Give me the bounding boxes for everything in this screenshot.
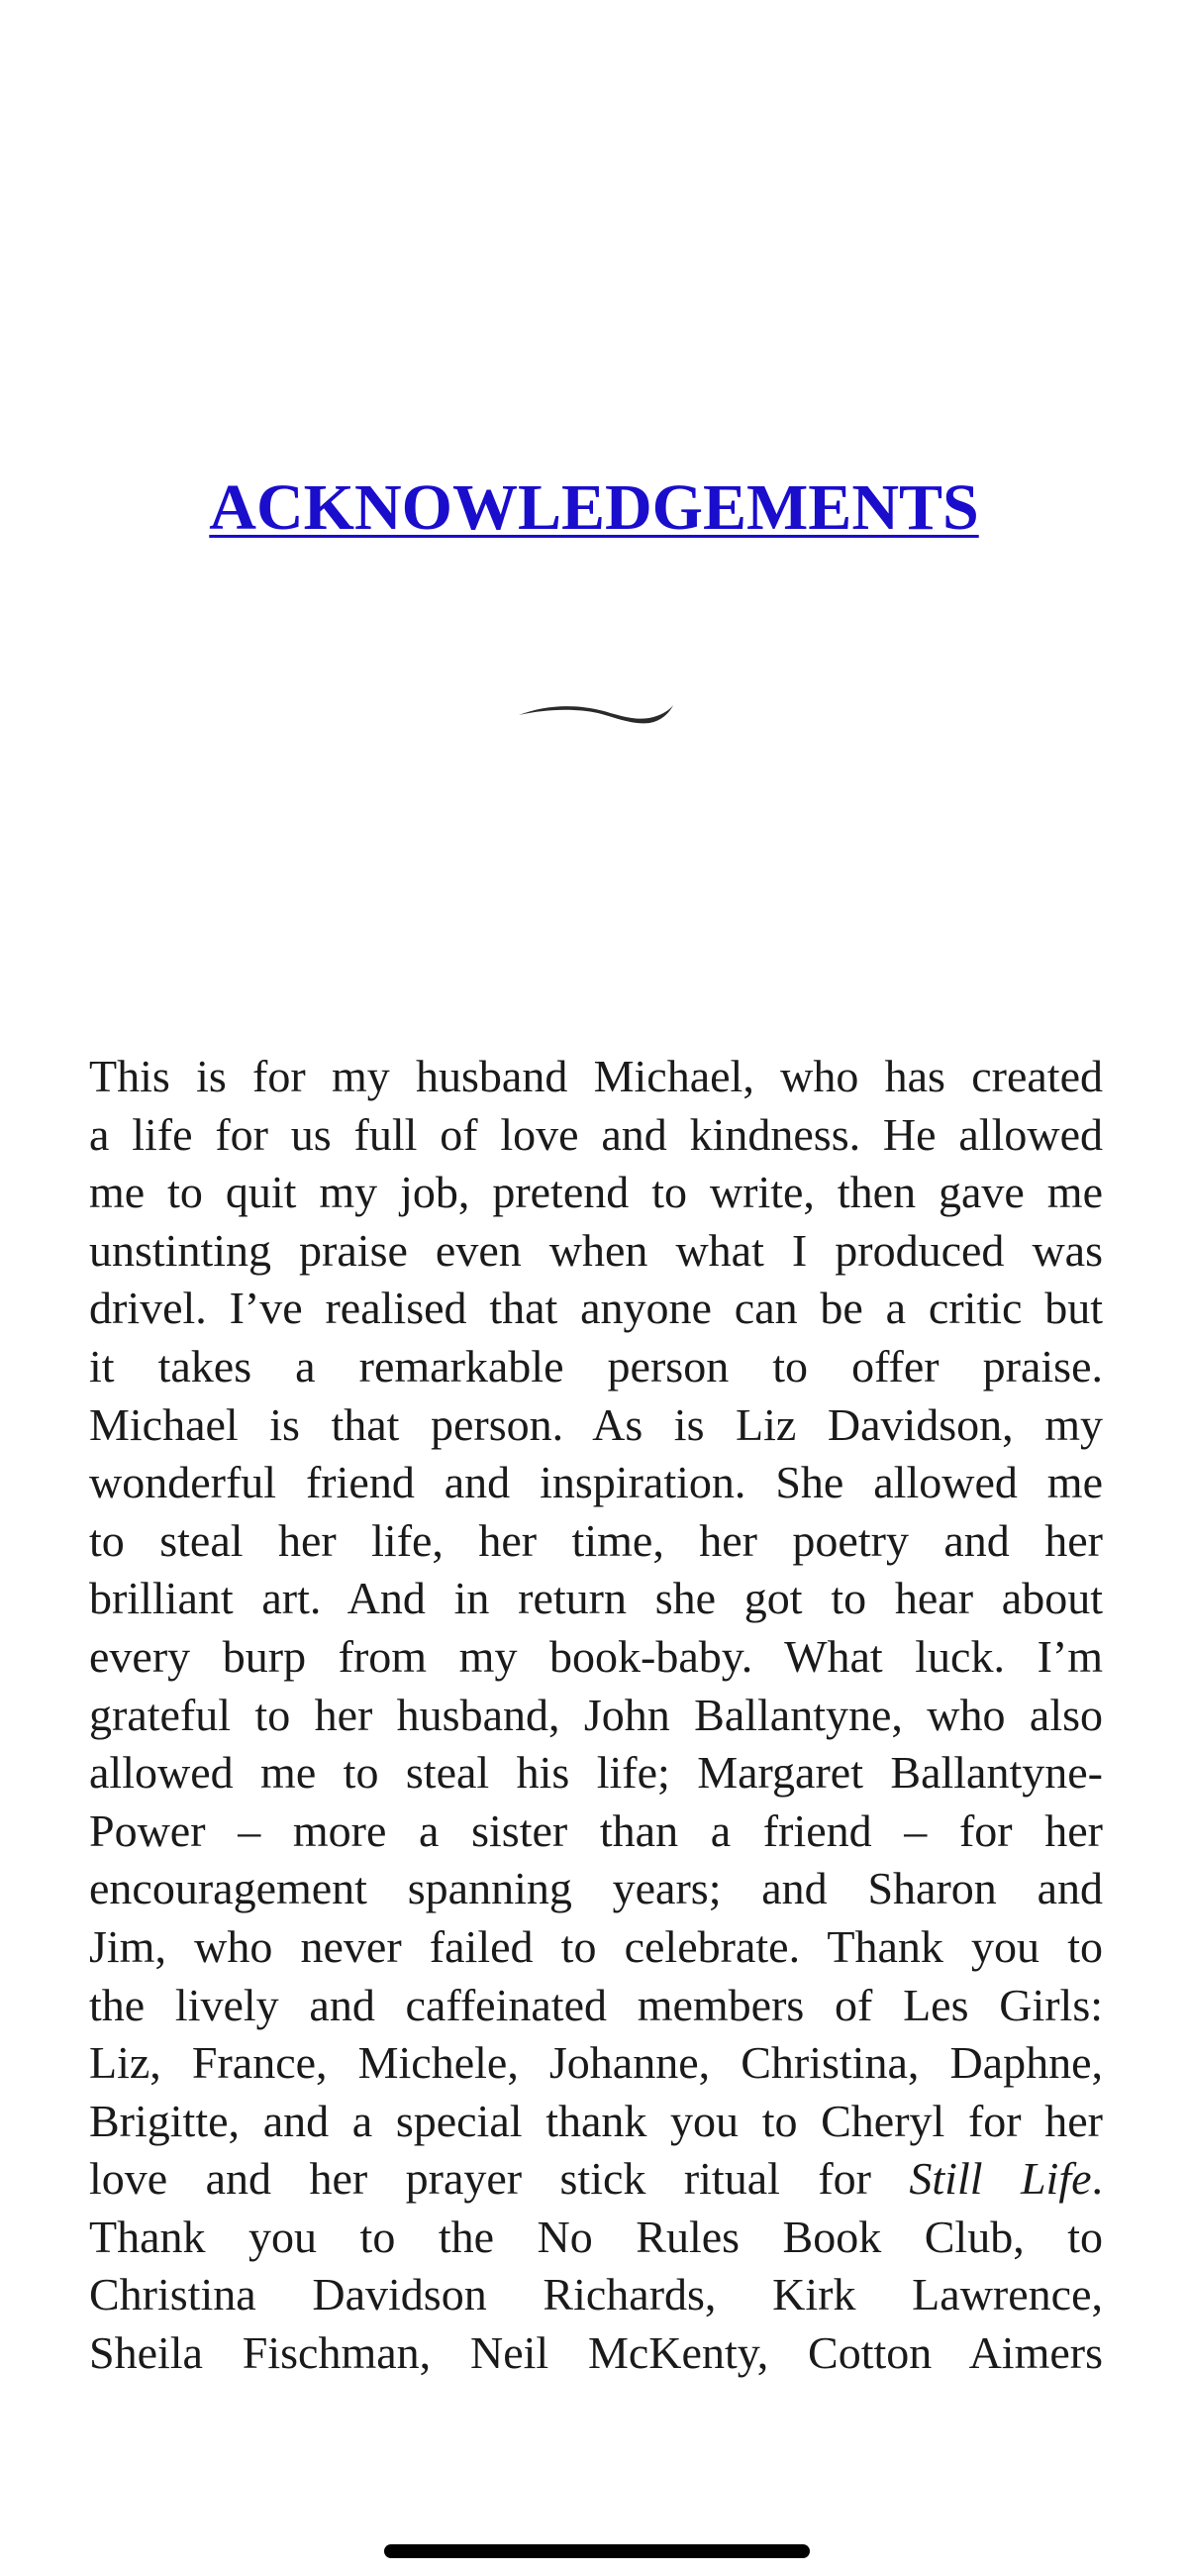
text-line: drivel. I’ve realised that anyone can be a critic but bbox=[89, 1283, 1103, 1334]
text-line: brilliant art. And in return she got to hear about bbox=[89, 1573, 1103, 1624]
text-line: Sheila Fischman, Neil McKenty, Cotton Aimers bbox=[89, 2327, 1103, 2379]
text-line: Jim, who never failed to celebrate. Thank you to bbox=[89, 1920, 1103, 1972]
text-line: wonderful friend and inspiration. She allowed me bbox=[89, 1457, 1103, 1508]
text-line: grateful to her husband, John Ballantyne, who also bbox=[89, 1689, 1103, 1740]
text-line: encouragement spanning years; and Sharon and bbox=[89, 1863, 1103, 1914]
text-line: Thank you to the No Rules Book Club, to bbox=[89, 2211, 1103, 2262]
text-line: to steal her life, her time, her poetry and her bbox=[89, 1514, 1103, 1566]
text-line: the lively and caffeinated members of Les Girls: bbox=[89, 1979, 1103, 2030]
chapter-title-link[interactable]: ACKNOWLEDGEMENTS bbox=[209, 471, 979, 544]
text-line: a life for us full of love and kindness. He allowed bbox=[89, 1108, 1103, 1160]
text-line: Michael is that person. As is Liz Davidson, my bbox=[89, 1398, 1103, 1450]
text-line-with-italic bbox=[89, 2150, 1103, 2209]
text-line: every burp from my book-baby. What luck. I’m bbox=[89, 1630, 1103, 1682]
text-line: Brigitte, and a special thank you to Cheryl for her bbox=[89, 2095, 1103, 2146]
text-line: allowed me to steal his life; Margaret Ballantyne- bbox=[89, 1747, 1103, 1799]
book-title-italic: Still Life bbox=[909, 2153, 1092, 2205]
acknowledgement-paragraph bbox=[89, 1048, 1103, 2383]
text-segment: love and her prayer stick ritual for bbox=[89, 2153, 871, 2205]
text-line: unstinting praise even when what I produced was bbox=[89, 1224, 1103, 1276]
text-line: me to quit my job, pretend to write, then gave me bbox=[89, 1167, 1103, 1218]
text-line: it takes a remarkable person to offer praise. bbox=[89, 1340, 1103, 1391]
chapter-title bbox=[0, 464, 1188, 553]
text-line: Liz, France, Michele, Johanne, Christina, Daphne, bbox=[89, 2037, 1103, 2089]
text-line: This is for my husband Michael, who has created bbox=[89, 1051, 1103, 1101]
home-indicator[interactable] bbox=[384, 2544, 810, 2558]
swash-divider-icon bbox=[515, 693, 677, 733]
text-line: Christina Davidson Richards, Kirk Lawrence, bbox=[89, 2269, 1103, 2320]
text-line: Power – more a sister than a friend – for her bbox=[89, 1804, 1103, 1856]
text-segment: . bbox=[1091, 2153, 1104, 2205]
